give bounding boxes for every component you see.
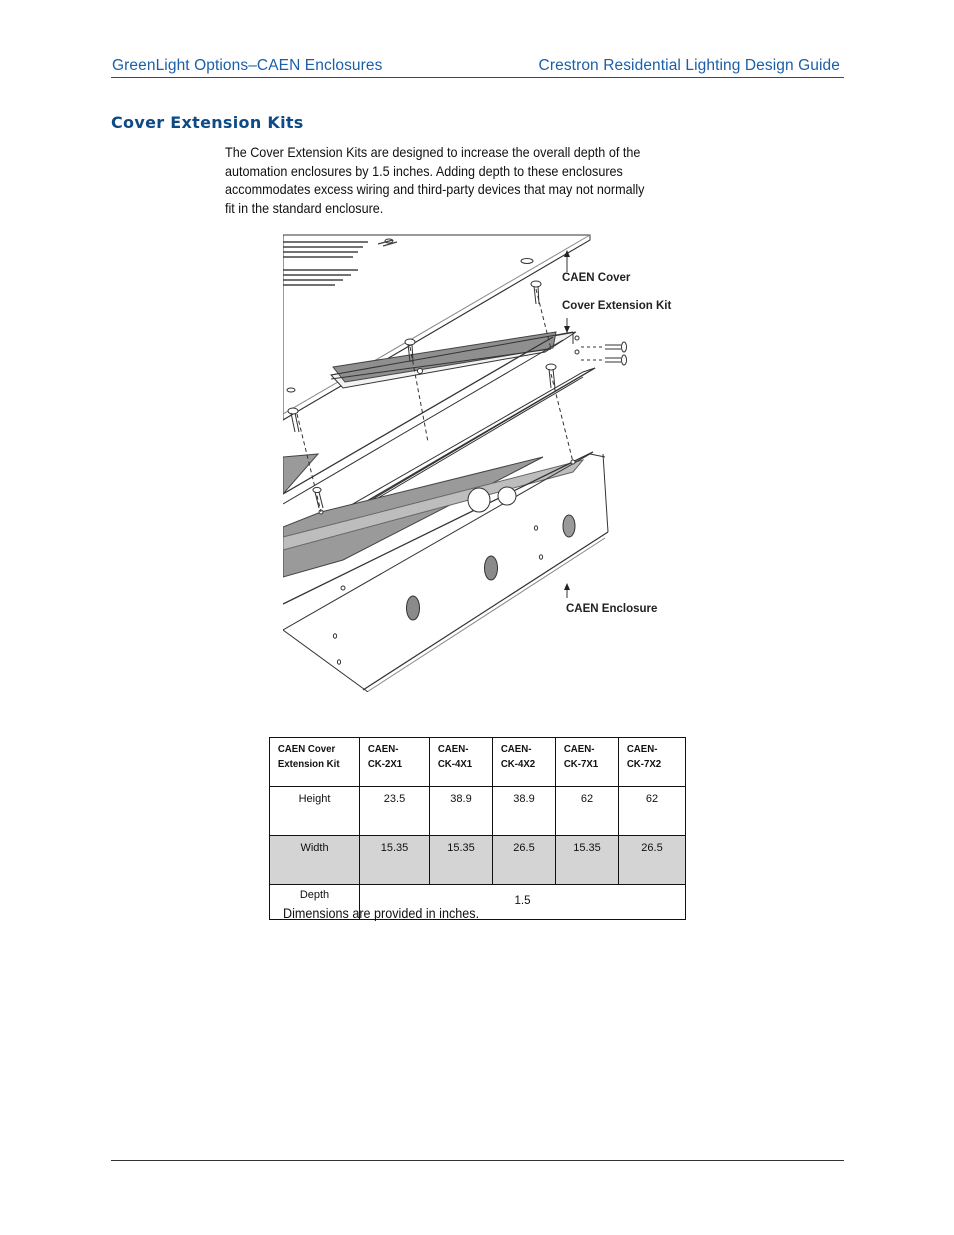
header-cell-caen-ck-7x2 <box>619 738 681 787</box>
row-label: Width <box>270 836 360 885</box>
header-guide-title: Crestron Residential Lighting Design Guide <box>538 57 840 74</box>
header-cell-caen-ck-4x2 <box>493 738 551 787</box>
header-line: CK-4X2 <box>500 758 535 770</box>
header-cell-kit <box>270 738 353 787</box>
header-line: CAEN- <box>500 743 531 755</box>
table-cell: 15.35 <box>430 836 493 885</box>
table-header-row <box>270 738 686 787</box>
exploded-assembly-drawing <box>283 232 683 692</box>
table-cell: 38.9 <box>493 787 556 836</box>
header-line: CAEN- <box>367 743 398 755</box>
header-line: CK-4X1 <box>437 758 472 770</box>
header-chapter-title: GreenLight Options–CAEN Enclosures <box>112 57 383 74</box>
callout-caen-enclosure: CAEN Enclosure <box>566 603 658 615</box>
header-cell-caen-ck-4x1 <box>430 738 488 787</box>
header-line: CK-7X1 <box>563 758 598 770</box>
table-row-width <box>270 836 686 885</box>
header-line: CK-2X1 <box>367 758 402 770</box>
callout-cover-extension-kit: Cover Extension Kit <box>562 300 672 312</box>
footer-rule <box>111 1160 844 1161</box>
caen-enclosure-part <box>283 368 608 692</box>
table-cell: 62 <box>556 787 619 836</box>
table-cell: 38.9 <box>430 787 493 836</box>
intro-paragraph: The Cover Extension Kits are designed to increase the overall depth of the automation enclosures by 1.5 inches. Adding depth to these enclosures accommodates excess wiring and third-party devices that may not normally fit in the standard enclosure. <box>225 144 645 217</box>
header-line: CAEN- <box>563 743 594 755</box>
page-header <box>111 55 844 78</box>
table-cell: 62 <box>619 787 686 836</box>
caen-cover-part <box>283 235 590 420</box>
table-row-height <box>270 787 686 836</box>
table-cell: 15.35 <box>360 836 430 885</box>
table-cell: 23.5 <box>360 787 430 836</box>
header-line: CAEN- <box>437 743 468 755</box>
table-cell: 26.5 <box>493 836 556 885</box>
table-cell: 15.35 <box>556 836 619 885</box>
header-line: Extension Kit <box>277 758 340 770</box>
dimensions-note: Dimensions are provided in inches. <box>283 905 480 921</box>
table-cell-depth-value: 1.5 <box>360 885 686 920</box>
callout-caen-cover: CAEN Cover <box>562 272 631 284</box>
header-line: CK-7X2 <box>626 758 661 770</box>
row-label: Height <box>270 787 360 836</box>
section-title: Cover Extension Kits <box>111 113 304 132</box>
header-cell-caen-ck-7x1 <box>556 738 614 787</box>
header-line: CAEN- <box>626 743 657 755</box>
header-line: CAEN Cover <box>277 743 335 755</box>
row-label: Depth <box>270 885 360 920</box>
header-cell-caen-ck-2x1 <box>360 738 424 787</box>
table-cell: 26.5 <box>619 836 686 885</box>
dimensions-table <box>269 737 686 920</box>
exploded-assembly-figure <box>283 232 683 692</box>
